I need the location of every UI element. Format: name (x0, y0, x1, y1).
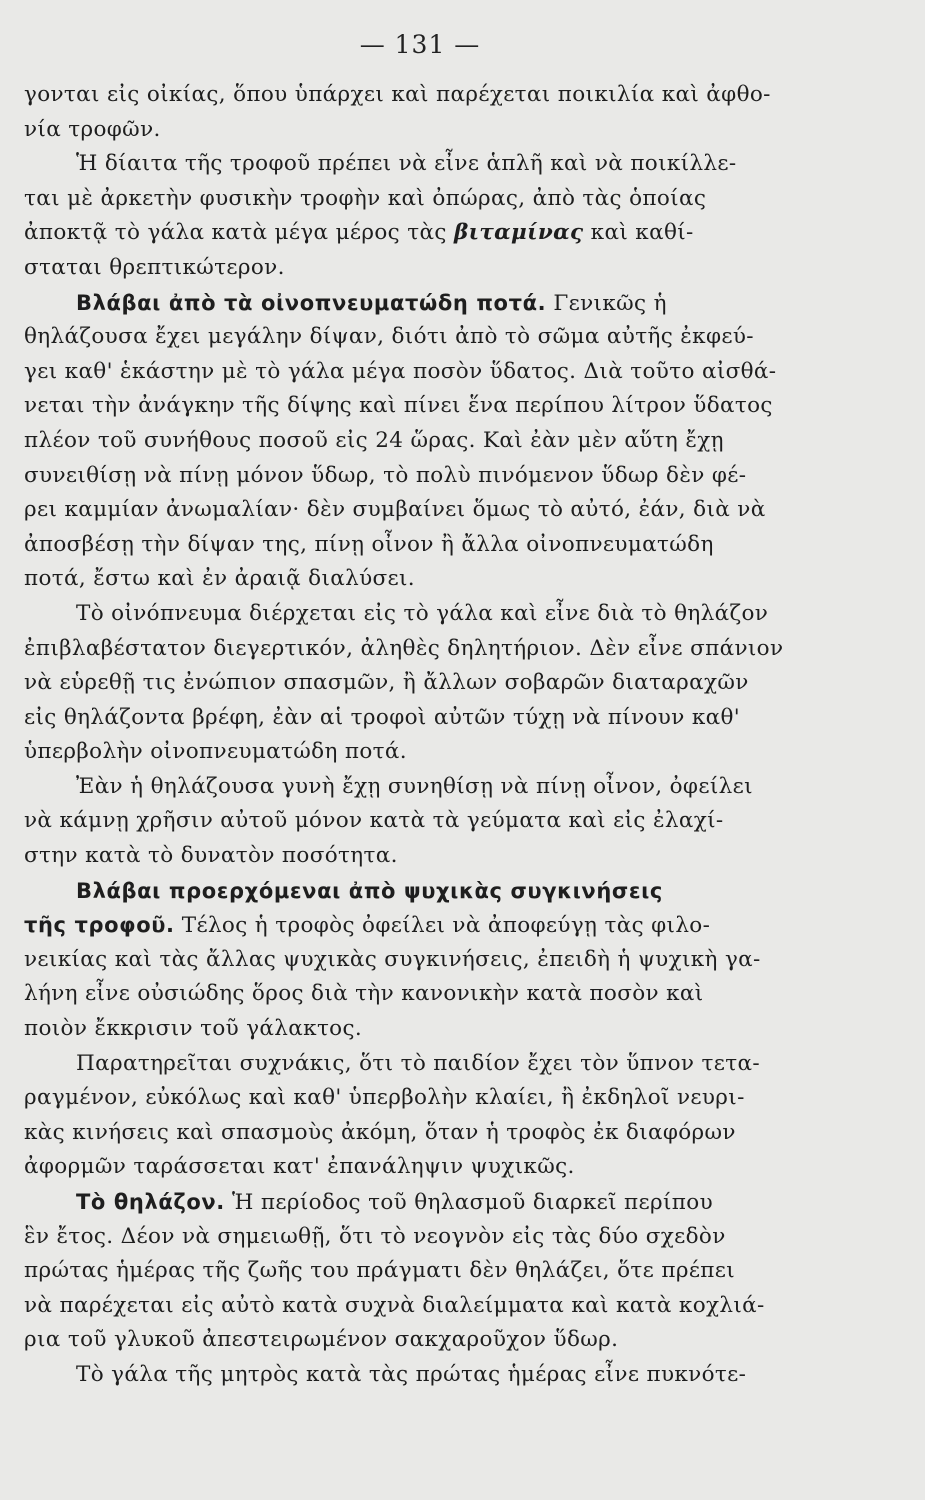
text-segment: Γενικῶς ἡ (546, 290, 667, 316)
text-line (24, 251, 814, 286)
text-segment: Ἐὰν ἡ θηλάζουσα γυνὴ ἔχῃ συνηθίσῃ νὰ πίνῃ οἶνον, ὀφείλει (76, 773, 753, 799)
section-heading: Βλάβαι ἀπὸ τὰ οἰνοπνευματώδη ποτά. (76, 290, 547, 315)
text-line (24, 804, 814, 839)
text-line (24, 1012, 814, 1047)
text-line (24, 908, 814, 943)
text-line (24, 1358, 814, 1393)
body-text (24, 78, 814, 1393)
text-segment: νὰ κάμνῃ χρῆσιν αὐτοῦ μόνον κατὰ τὰ γεύματα καὶ εἰς ἐλαχί- (24, 808, 724, 834)
text-segment: ρει καμμίαν ἀνωμαλίαν· δὲν συμβαίνει ὅμως τὸ αὐτό, ἐάν, διὰ νὰ (24, 497, 766, 523)
text-line (24, 182, 814, 217)
text-segment: Ἡ περίοδος τοῦ θηλασμοῦ διαρκεῖ περίπου (224, 1190, 713, 1215)
text-line (24, 493, 814, 528)
text-line (24, 735, 814, 770)
text-segment: ἀποκτᾷ τὸ γάλα κατὰ μέγα μέρος τὰς (24, 220, 454, 246)
text-segment: νὰ εὑρεθῇ τις ἐνώπιον σπασμῶν, ἢ ἄλλων σοβαρῶν διαταραχῶν (24, 670, 749, 696)
text-segment: συνειθίσῃ νὰ πίνῃ μόνον ὕδωρ, τὸ πολὺ πινόμενον ὕδωρ δὲν φέ- (24, 462, 747, 488)
text-segment: ἐπιβλαβέστατον διεγερτικόν, ἀληθὲς δηλητήριον. Δὲν εἶνε σπάνιον (24, 635, 784, 661)
text-segment: Τὸ οἰνόπνευμα διέρχεται εἰς τὸ γάλα καὶ εἶνε διὰ τὸ θηλάζον (76, 600, 769, 626)
text-segment: ποτά, ἔστω καὶ ἐν ἀραιᾷ διαλύσει. (24, 566, 415, 592)
text-line (24, 459, 814, 494)
text-segment: νὰ παρέχεται εἰς αὐτὸ κατὰ συχνὰ διαλείμματα καὶ κατὰ κοχλιά- (24, 1292, 765, 1318)
section-heading: Τὸ θηλάζον. (76, 1190, 225, 1214)
text-line (24, 1081, 814, 1116)
text-segment: ἓν ἔτος. Δέον νὰ σημειωθῇ, ὅτι τὸ νεογνὸν εἰς τὰς δύο σχεδὸν (24, 1223, 726, 1249)
text-line (24, 1323, 814, 1358)
text-line (24, 147, 814, 182)
text-segment: νεικίας καὶ τὰς ἄλλας ψυχικὰς συγκινήσεις, ἐπειδὴ ἡ ψυχικὴ γα- (24, 946, 761, 972)
text-line (24, 528, 814, 563)
text-segment: νία τροφῶν. (24, 116, 161, 142)
text-segment: ἀποσβέσῃ τὴν δίψαν της, πίνῃ οἶνον ἢ ἄλλα οἰνοπνευματώδη (24, 531, 714, 557)
text-segment: ραγμένον, εὐκόλως καὶ καθ' ὑπερβολὴν κλαίει, ἢ ἐκδηλοῖ νευρι- (24, 1085, 745, 1111)
text-segment: πρώτας ἡμέρας τῆς ζωῆς του πράγματι δὲν θηλάζει, ὅτε πρέπει (24, 1258, 736, 1284)
text-segment: λήνη εἶνε οὐσιώδης ὅρος διὰ τὴν κανονικὴν κατὰ ποσὸν καὶ (24, 981, 704, 1007)
text-line (24, 1150, 814, 1185)
text-line (24, 943, 814, 978)
text-line (24, 839, 814, 874)
text-segment: Τὸ γάλα τῆς μητρὸς κατὰ τὰς πρώτας ἡμέρας εἶνε πυκνότε- (76, 1361, 747, 1387)
text-line (24, 977, 814, 1012)
text-segment: ρια τοῦ γλυκοῦ ἀπεστειρωμένον σακχαροῦχον ὕδωρ. (24, 1327, 619, 1353)
text-line (24, 1116, 814, 1151)
text-segment: ἀφορμῶν ταράσσεται κατ' ἐπανάληψιν ψυχικῶς. (24, 1154, 575, 1180)
text-line (24, 770, 814, 805)
text-line (24, 666, 814, 701)
text-line (24, 874, 814, 909)
text-segment: ὑπερβολὴν οἰνοπνευματώδη ποτά. (24, 739, 407, 765)
text-line (24, 632, 814, 667)
text-line (24, 389, 814, 424)
text-line (24, 78, 814, 113)
text-segment: γονται εἰς οἰκίας, ὅπου ὑπάρχει καὶ παρέχεται ποικιλία καὶ ἀφθο- (24, 82, 771, 107)
text-segment: εἰς θηλάζοντα βρέφη, ἐὰν αἱ τροφοὶ αὐτῶν τύχῃ νὰ πίνουν καθ' (24, 704, 741, 730)
text-segment: ται μὲ ἀρκετὴν φυσικὴν τροφὴν καὶ ὀπώρας, ἀπὸ τὰς ὁποίας (24, 185, 707, 211)
text-segment: νεται τὴν ἀνάγκην τῆς δίψης καὶ πίνει ἕνα περίπου λίτρον ὕδατος (24, 393, 773, 419)
text-line (24, 562, 814, 597)
emphasized-term: βιταμίνας (453, 220, 584, 246)
text-line (24, 701, 814, 736)
text-line (24, 1254, 814, 1289)
text-line (24, 216, 814, 251)
text-line (24, 597, 814, 632)
text-segment: κὰς κινήσεις καὶ σπασμοὺς ἀκόμη, ὅταν ἡ τροφὸς ἐκ διαφόρων (24, 1119, 736, 1145)
text-segment: γει καθ' ἑκάστην μὲ τὸ γάλα μέγα ποσὸν ὕδατος. Διὰ τοῦτο αἰσθά- (24, 358, 777, 384)
text-line (24, 286, 814, 321)
text-segment: θηλάζουσα ἔχει μεγάλην δίψαν, διότι ἀπὸ τὸ σῶμα αὐτῆς ἐκφεύ- (24, 324, 754, 350)
text-line (24, 320, 814, 355)
text-line (24, 1185, 814, 1220)
text-segment: Τέλος ἡ τροφὸς ὀφείλει νὰ ἀποφεύγῃ τὰς φιλο- (174, 913, 711, 939)
text-line (24, 1047, 814, 1082)
text-segment: ποιὸν ἔκκρισιν τοῦ γάλακτος. (24, 1016, 363, 1042)
page-number: — 131 — (359, 30, 481, 59)
text-line (24, 1220, 814, 1255)
section-heading: Βλάβαι προερχόμεναι ἀπὸ ψυχικὰς συγκινήσεις (76, 878, 663, 903)
text-segment: καὶ καθί- (583, 220, 694, 246)
text-segment: πλέον τοῦ συνήθους ποσοῦ εἰς 24 ὥρας. Καὶ ἐὰν μὲν αὕτη ἔχῃ (24, 427, 724, 453)
section-heading: τῆς τροφοῦ. (24, 913, 175, 938)
text-segment: Ἡ δίαιτα τῆς τροφοῦ πρέπει νὰ εἶνε ἁπλῆ καὶ νὰ ποικίλλε- (76, 151, 737, 177)
text-segment: σταται θρεπτικώτερον. (24, 254, 285, 280)
text-line (24, 113, 814, 148)
text-line (24, 1289, 814, 1324)
text-segment: Παρατηρεῖται συχνάκις, ὅτι τὸ παιδίον ἔχει τὸν ὕπνον τετα- (76, 1050, 760, 1076)
text-line (24, 424, 814, 459)
text-line (24, 355, 814, 390)
text-segment: στην κατὰ τὸ δυνατὸν ποσότητα. (24, 843, 398, 869)
